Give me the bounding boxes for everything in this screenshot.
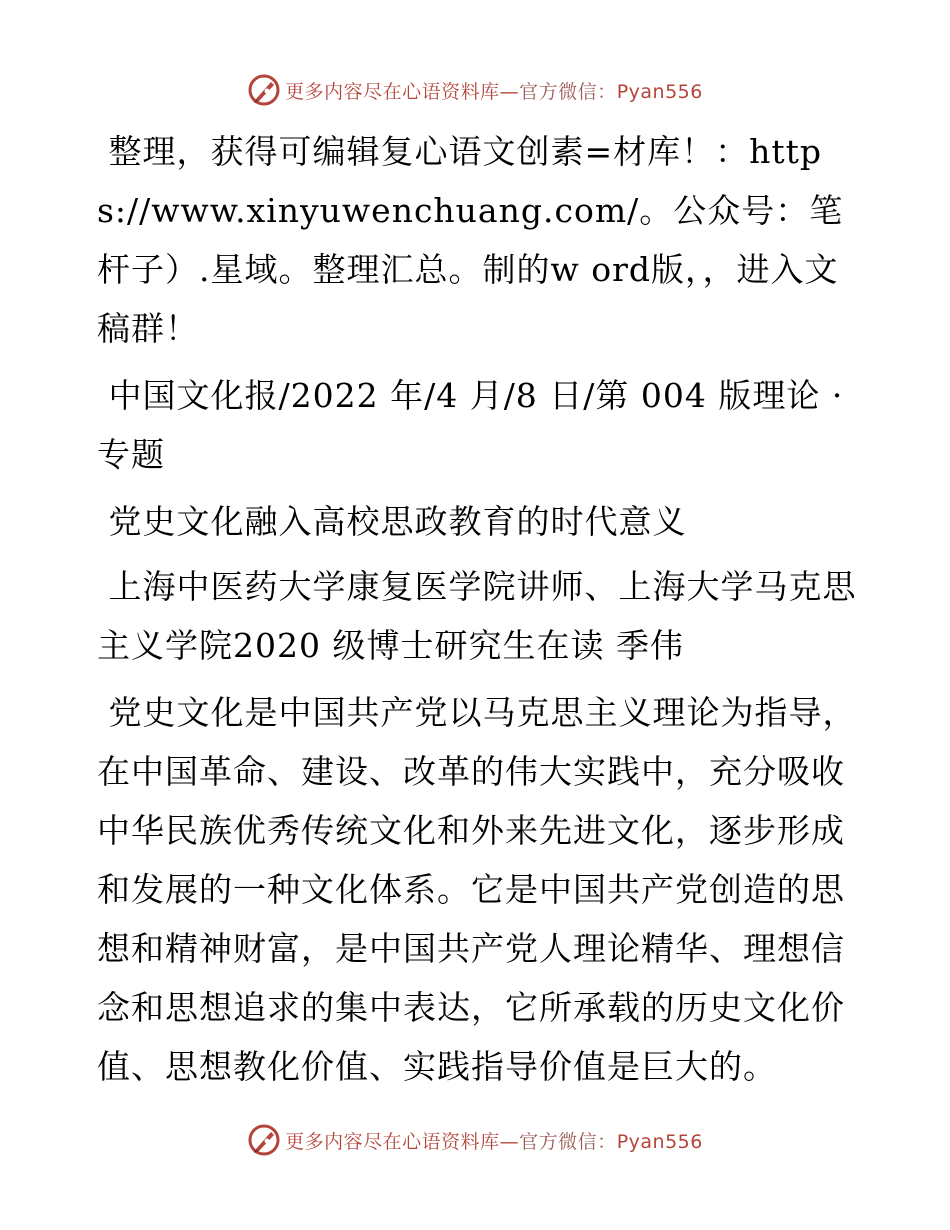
banner-text: 更多内容尽在心语资料库—官方微信：Pyan556 — [285, 80, 703, 103]
writing-pen-logo-icon — [247, 73, 281, 107]
document-body — [97, 122, 857, 1104]
banner-inner — [247, 1123, 703, 1157]
header-watermark-banner — [0, 70, 950, 110]
intro-paragraph: 整理，获得可编辑复心语文创素=材库！：https://www.xinyuwenchuang.com/。公众号：笔杆子）.星域。整理汇总。制的w ord版，，进入文稿群！ — [97, 132, 844, 348]
article-title: 党史文化融入高校思政教育的时代意义 — [97, 502, 687, 541]
author-line: 上海中医药大学康复医学院讲师、上海大学马克思主义学院2020 级博士研究生在读 季伟 — [97, 567, 857, 665]
source-line: 中国文化报/2022 年/4 月/8 日/第 004 版理论 · 专题 — [97, 376, 855, 474]
banner-inner — [247, 73, 703, 107]
footer-watermark-banner — [0, 1120, 950, 1160]
banner-text: 更多内容尽在心语资料库—官方微信：Pyan556 — [285, 1130, 703, 1153]
writing-pen-logo-icon — [247, 1123, 281, 1157]
body-paragraph: 党史文化是中国共产党以马克思主义理论为指导，在中国革命、建设、改革的伟大实践中，充分吸收中华民族优秀传统文化和外来先进文化，逐步形成和发展的一种文化体系。它是中国共产党创造的思想和精神财富，是中国共产党人理论精华、理想信念和思想追求的集中表达，它所承载的历史文化价值、思想教化价值、实践指导价值是巨大的。 — [97, 693, 857, 1086]
